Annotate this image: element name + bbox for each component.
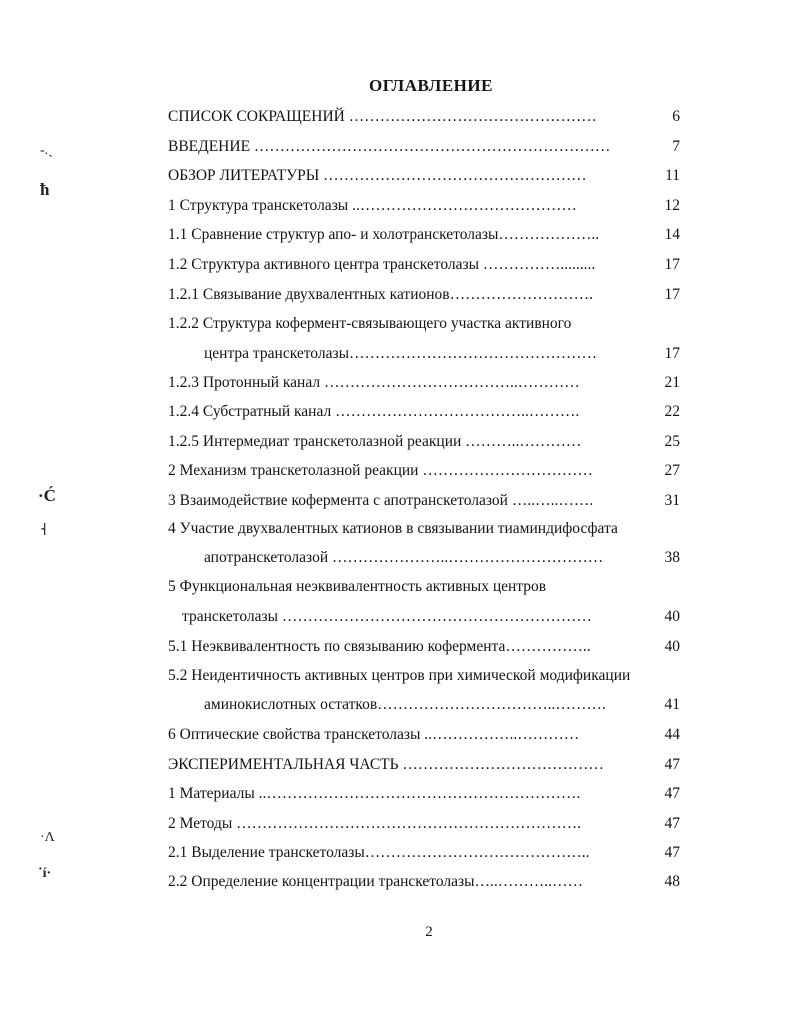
toc-entry-page: 47 — [664, 785, 680, 802]
margin-mark: ·Ʌ — [40, 830, 55, 845]
toc-entry-page: 44 — [664, 726, 680, 743]
toc-entry-page: 17 — [664, 286, 680, 303]
margin-mark: -.ˎ — [40, 143, 53, 158]
toc-entry-text: 2.1 Выделение транскетолазы…………………………………….. — [168, 844, 590, 861]
toc-entry-text: транскетолазы …………………………………………………… — [182, 608, 592, 625]
toc-entry-text: 3 Взаимодействие кофермента с апотранскетолазой …..…..……. — [168, 492, 594, 509]
toc-entry-page: 11 — [665, 167, 680, 184]
toc-entry-text: 5.1 Неэквивалентность по связыванию кофермента…………….. — [168, 638, 591, 655]
toc-entry-page: 41 — [664, 696, 680, 713]
toc-entry-text: 1 Структура транскетолазы ..…………………………………… — [168, 197, 577, 214]
toc-entry-text: центра транскетолазы………………………………………… — [204, 345, 597, 362]
toc-entry-text: 1.2.5 Интермедиат транскетолазной реакции ………..………… — [168, 433, 582, 450]
toc-entry-page: 17 — [664, 256, 680, 273]
toc-entry-page: 21 — [664, 374, 680, 391]
toc-entry-text: 1.2.2 Структура кофермент-связывающего участка активного — [168, 315, 572, 332]
toc-entry-text: 1 Материалы ..……………………………………………………. — [168, 785, 581, 802]
toc-entry-page: 47 — [664, 815, 680, 832]
toc-entry-page: 7 — [672, 138, 680, 155]
toc-entry-page: 27 — [664, 462, 680, 479]
toc-entry-page: 47 — [664, 756, 680, 773]
margin-mark: ˧ — [40, 520, 47, 539]
margin-mark: ·Ć — [38, 486, 56, 505]
toc-entry-page: 25 — [664, 433, 680, 450]
toc-entry-page: 48 — [664, 873, 680, 890]
toc-entry-text: СПИСОК СОКРАЩЕНИЙ ………………………………………… — [168, 108, 597, 125]
toc-entry-text: 1.2.3 Протонный канал ………………………………..………… — [168, 374, 580, 391]
toc-entry-text: ОБЗОР ЛИТЕРАТУРЫ …………………………………………… — [168, 167, 587, 184]
toc-entry-page: 40 — [664, 608, 680, 625]
toc-entry-page: 38 — [664, 549, 680, 566]
toc-entry-text: аминокислотных остатков……………………………..………. — [204, 696, 606, 713]
toc-entry-text: 1.1 Сравнение структур апо- и холотранскетолазы……………….. — [168, 226, 600, 243]
toc-entry-text: 1.2.1 Связывание двухвалентных катионов………………………. — [168, 286, 593, 303]
toc-entry-text: ЭКСПЕРИМЕНТАЛЬНАЯ ЧАСТЬ ………………………………… — [168, 756, 604, 773]
toc-entry-text: 2.2 Определение концентрации транскетолазы…..………..…… — [168, 873, 584, 890]
toc-entry-page: 6 — [672, 108, 680, 125]
toc-entry-text: 6 Оптические свойства транскетолазы ..……………..………… — [168, 726, 580, 743]
toc-entry-page: 14 — [664, 226, 680, 243]
toc-entry-text: 5.2 Неидентичность активных центров при химической модификации — [168, 667, 631, 684]
margin-mark: ˙í· — [38, 866, 52, 881]
page-number: 2 — [425, 924, 433, 940]
toc-entry-page: 17 — [664, 345, 680, 362]
toc-entry-page: 22 — [664, 403, 680, 420]
toc-entry-text: 2 Механизм транскетолазной реакции …………………………… — [168, 462, 593, 479]
toc-title: ОГЛАВЛЕНИЕ — [369, 76, 493, 95]
toc-entry-page: 31 — [664, 492, 680, 509]
toc-entry-page: 12 — [664, 197, 680, 214]
toc-entry-page: 40 — [664, 638, 680, 655]
toc-entry-text: 1.2 Структура активного центра транскетолазы ……………......... — [168, 256, 596, 273]
toc-entry-text: 5 Функциональная неэквивалентность активных центров — [168, 578, 547, 595]
toc-entry-text: 2 Методы …………………………………………………………. — [168, 815, 582, 832]
toc-entry-text: 1.2.4 Субстратный канал ………………………………..………. — [168, 403, 580, 420]
margin-mark: ħ — [40, 180, 50, 199]
toc-entry-page: 47 — [664, 844, 680, 861]
toc-entry-text: ВВЕДЕНИЕ …………………………………………………………… — [168, 138, 611, 155]
toc-entry-text: 4 Участие двухвалентных катионов в связывании тиаминдифосфата — [168, 520, 618, 537]
toc-entry-text: апотранскетолазой …………………..………………………… — [204, 549, 604, 566]
